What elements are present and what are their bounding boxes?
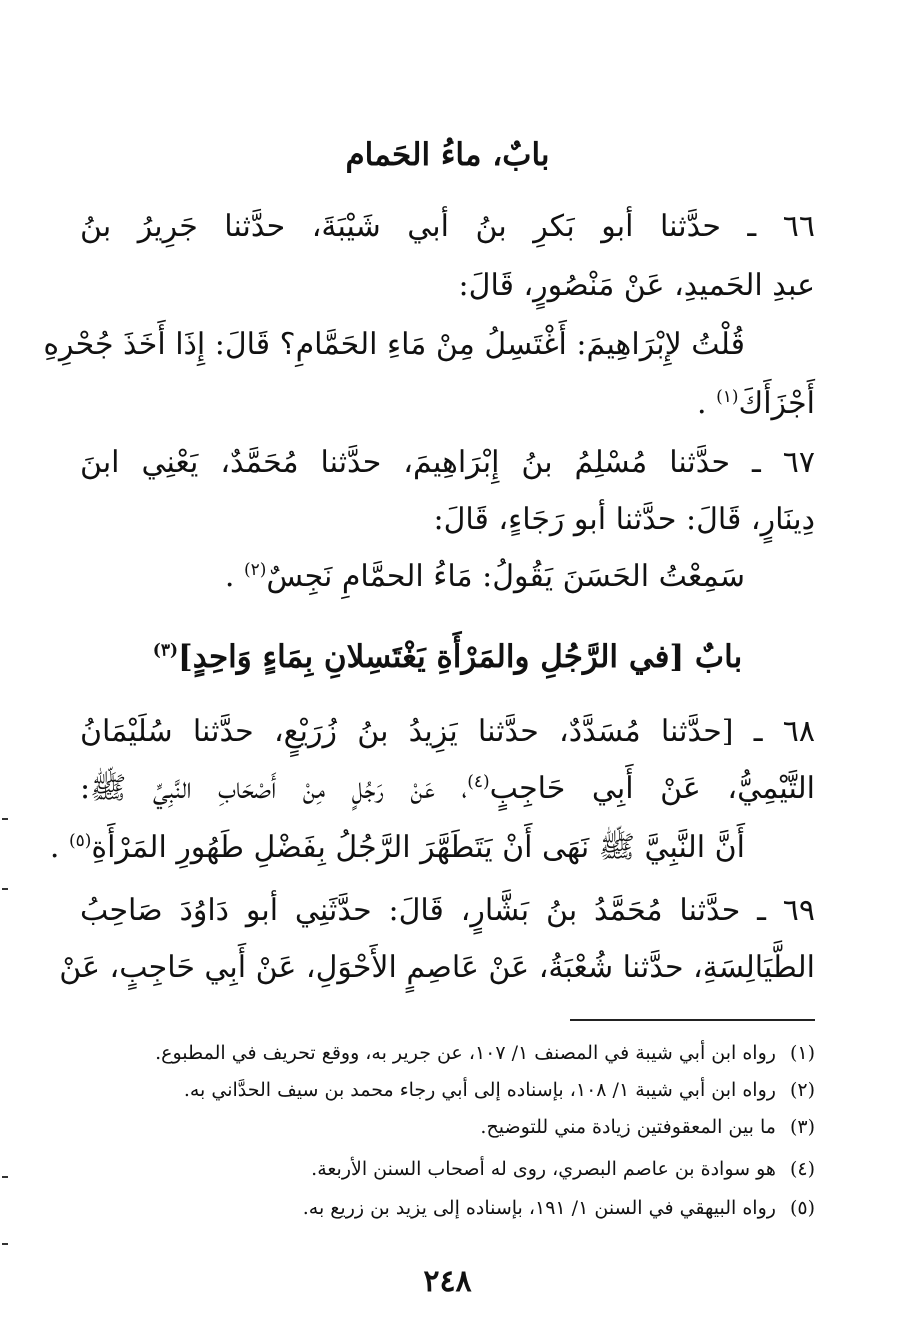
footnote-ref-4: (٤) (467, 772, 490, 792)
hadith-68-line-1: ٦٨ ـ [حدَّثنا مُسَدَّدٌ، حدَّثنا يَزِيدُ بنُ زُرَيْعٍ، حدَّثنا سُلَيْمَانُ (80, 714, 815, 749)
footnote-1 (80, 1038, 815, 1068)
footnote-1-text: رواه ابن أبي شيبة في المصنف ١/ ١٠٧، عن جرير به، ووقع تحريف في المطبوع. (155, 1042, 776, 1064)
hadith-66-line-4-text: أَجْزَأَكَ (738, 386, 815, 421)
hadith-66-line-1: ٦٦ ـ حدَّثنا أبو بَكرِ بنُ أبي شَيْبَةَ، حدَّثنا جَرِيرُ بنُ (80, 209, 815, 244)
footnote-ref-5: (٥) (68, 831, 92, 851)
footnote-3 (80, 1112, 815, 1142)
footnote-4-text: هو سوادة بن عاصم البصري، روى له أصحاب السنن الأربعة. (311, 1158, 776, 1180)
hadith-66-line-4: أَجْزَأَكَ$^{(١)}$ . (697, 386, 815, 421)
hadith-68-line-2-b: ، عَنْ رَجُلٍ مِنْ أَصْحَابِ النَّبِيِّ ﷺ: (80, 771, 468, 806)
footnote-2-num: (٢) (789, 1079, 815, 1101)
hadith-66-line-2: عبدِ الحَميدِ، عَنْ مَنْصُورٍ، قَالَ: (458, 268, 815, 303)
footnote-3-num: (٣) (789, 1116, 815, 1138)
scan-mark (2, 818, 8, 820)
footnote-4-num: (٤) (789, 1158, 815, 1180)
hadith-68-line-3: أَنَّ النَّبِيَّ ﷺ نَهَى أَنْ يَتَطَهَّرَ الرَّجُلُ بِفَضْلِ طَهُورِ المَرْأَةِ$^{(٥)}$ . (49, 830, 745, 865)
hadith-68-line-3-text: أَنَّ النَّبِيَّ ﷺ نَهَى أَنْ يَتَطَهَّرَ الرَّجُلُ بِفَضْلِ طَهُورِ المَرْأَةِ (91, 830, 745, 865)
book-page (43, 0, 815, 1334)
footnote-ref-2: (٢) (243, 560, 267, 580)
chapter-heading-man-woman-water (80, 637, 815, 677)
hadith-67-line-3: سَمِعْتُ الحَسَنَ يَقُولُ: مَاءُ الحمَّامِ نَجِسٌ$^{(٢)}$ . (224, 559, 745, 594)
scan-mark (2, 1243, 8, 1245)
footnote-1-num: (١) (789, 1042, 815, 1064)
chapter-heading-text: بابٌ [في الرَّجُلِ والمَرْأَةِ يَغْتَسِلانِ بِمَاءٍ وَاحِدٍ] (178, 639, 743, 675)
hadith-66-line-3: قُلْتُ لإِبْرَاهِيمَ: أَغْتَسِلُ مِنْ مَاءِ الحَمَّامِ؟ قَالَ: إِذَا أَخَذَ جُحْرِهِ (43, 327, 745, 362)
footnote-ref-3: (٣) (152, 640, 179, 661)
footnote-2-text: رواه ابن أبي شيبة ١/ ١٠٨، بإسناده إلى أبي رجاء محمد بن سيف الحدَّاني به. (183, 1079, 776, 1101)
scan-mark (2, 888, 8, 890)
footnote-5 (80, 1193, 815, 1223)
footnote-5-text: رواه البيهقي في السنن ١/ ١٩١، بإسناده إلى يزيد بن زريع به. (302, 1197, 776, 1219)
footnote-ref-1: (١) (716, 387, 739, 407)
chapter-heading-hammam-water: بابٌ، ماءُ الحَمام (345, 137, 550, 173)
footnote-5-num: (٥) (789, 1197, 815, 1219)
hadith-67-line-3-text: سَمِعْتُ الحَسَنَ يَقُولُ: مَاءُ الحمَّامِ نَجِسٌ (266, 559, 745, 594)
hadith-67-line-2: دِينَارٍ، قَالَ: حدَّثنا أبو رَجَاءٍ، قَالَ: (433, 502, 815, 537)
scan-mark (2, 1176, 8, 1178)
footnote-4 (80, 1154, 815, 1184)
hadith-67-line-1: ٦٧ ـ حدَّثنا مُسْلِمُ بنُ إِبْرَاهِيمَ، حدَّثنا مُحَمَّدٌ، يَعْنِي ابنَ (80, 445, 815, 480)
footnote-3-text: ما بين المعقوفتين زيادة مني للتوضيح. (480, 1116, 776, 1138)
hadith-69-line-2: الطَّيَالِسَةِ، حدَّثنا شُعْبَةُ، عَنْ عَاصِمٍ الأَحْوَلِ، عَنْ أَبِي حَاجِبٍ، عَنْ (59, 950, 815, 985)
footnote-2 (80, 1075, 815, 1105)
page-number: ٢٤٨ (423, 1264, 472, 1299)
hadith-69-line-1: ٦٩ ـ حدَّثنا مُحَمَّدُ بنُ بَشَّارٍ، قَالَ: حدَّثَنِي أبو دَاوُدَ صَاحِبُ (80, 893, 815, 928)
hadith-68-line-2 (80, 767, 815, 811)
hadith-68-line-2-a: التَّيْمِيُّ، عَنْ أَبِي حَاجِبٍ (489, 771, 815, 806)
footnote-separator (570, 1019, 815, 1021)
